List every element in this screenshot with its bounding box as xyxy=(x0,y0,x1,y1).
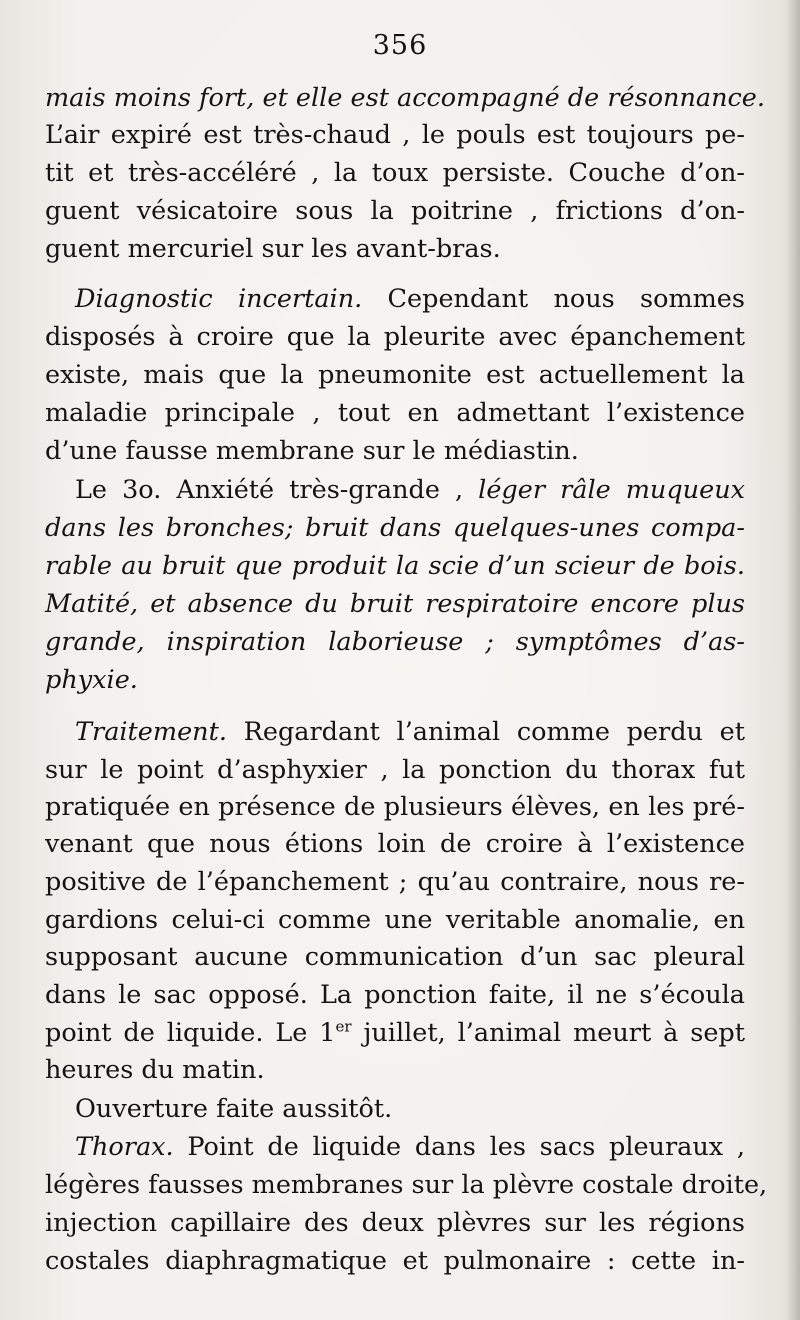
text-line xyxy=(45,80,766,116)
text-segment: guent vésicatoire sous la poitrine , frictions d’on- xyxy=(45,196,745,226)
text-line xyxy=(45,395,745,431)
italic-text: dans les bronches; bruit dans quelques-unes compa- xyxy=(45,513,745,543)
text-line xyxy=(45,902,745,938)
superscript-text: er xyxy=(335,1017,352,1036)
text-line xyxy=(45,1243,745,1279)
text-segment: sur le point d’asphyxier , la ponction du thorax fut xyxy=(45,755,745,785)
text-line xyxy=(45,864,745,900)
text-segment: gardions celui-ci comme une veritable anomalie, en xyxy=(45,905,745,935)
text-segment: supposant aucune communication d’un sac pleural xyxy=(45,942,745,972)
italic-text: phyxie. xyxy=(45,665,138,695)
page-number: 356 xyxy=(372,30,428,61)
text-line xyxy=(75,1129,745,1165)
text-line xyxy=(45,789,745,825)
text-segment: Cependant nous sommes xyxy=(362,284,745,314)
text-segment: Regardant l’animal comme perdu et xyxy=(226,717,745,747)
text-line xyxy=(45,548,745,584)
text-line xyxy=(45,939,745,975)
text-segment: heures du matin. xyxy=(45,1055,265,1085)
text-line xyxy=(45,510,745,546)
text-line xyxy=(75,472,745,508)
text-segment: Le 3o. Anxiété très-grande , xyxy=(75,475,479,505)
text-segment: Point de liquide dans les sacs pleuraux , xyxy=(173,1132,745,1162)
text-line xyxy=(45,1052,745,1088)
text-line xyxy=(75,714,745,750)
italic-text: Diagnostic incertain. xyxy=(75,284,363,314)
italic-text: rable au bruit que produit la scie d’un scieur de bois. xyxy=(45,551,745,581)
italic-text: Traitement. xyxy=(75,717,227,747)
italic-text: grande, inspiration laborieuse ; symptômes d’as- xyxy=(45,627,745,657)
text-line xyxy=(75,281,745,317)
italic-text: Matité, et absence du bruit respiratoire encore plus xyxy=(45,589,745,619)
text-line xyxy=(45,662,745,698)
text-line xyxy=(45,433,745,469)
text-line xyxy=(45,826,745,862)
text-line xyxy=(45,231,745,267)
text-segment: point de liquide. Le 1 xyxy=(45,1018,336,1048)
text-segment: maladie principale , tout en admettant l’existence xyxy=(45,398,745,428)
text-line xyxy=(45,117,745,153)
text-segment: d’une fausse membrane sur le médiastin. xyxy=(45,436,579,466)
text-line xyxy=(45,1167,768,1203)
text-line xyxy=(45,586,745,622)
text-line xyxy=(45,977,745,1013)
text-segment: existe, mais que la pneumonite est actuellement la xyxy=(45,360,745,390)
text-segment: tit et très-accéléré , la toux persiste. Couche d’on- xyxy=(45,158,745,188)
text-line xyxy=(45,155,745,191)
text-line xyxy=(45,1015,745,1051)
text-line xyxy=(45,752,745,788)
text-segment: venant que nous étions loin de croire à l’existence xyxy=(45,829,745,859)
italic-text: Thorax. xyxy=(75,1132,174,1162)
text-segment: injection capillaire des deux plèvres sur les régions xyxy=(45,1208,745,1238)
text-segment: dans le sac opposé. La ponction faite, il ne s’écoula xyxy=(45,980,745,1010)
text-line xyxy=(75,1091,745,1127)
text-line xyxy=(45,624,745,660)
text-segment: L’air expiré est très-chaud , le pouls est toujours pe- xyxy=(45,120,745,150)
italic-text: mais moins fort, et elle est accompagné de résonnance. xyxy=(45,83,766,113)
page-edge-shadow xyxy=(786,0,800,1320)
text-segment: Ouverture faite aussitôt. xyxy=(75,1094,393,1124)
text-segment: juillet, l’animal meurt à sept xyxy=(351,1018,745,1048)
text-segment: positive de l’épanchement ; qu’au contraire, nous re- xyxy=(45,867,745,897)
text-segment: pratiquée en présence de plusieurs élèves, en les pré- xyxy=(45,792,745,822)
text-line xyxy=(45,319,745,355)
text-line xyxy=(45,357,745,393)
italic-text: léger râle muqueux xyxy=(478,475,745,505)
text-segment: costales diaphragmatique et pulmonaire : cette in- xyxy=(45,1246,745,1276)
text-segment: guent mercuriel sur les avant-bras. xyxy=(45,234,501,264)
text-segment: disposés à croire que la pleurite avec épanchement xyxy=(45,322,745,352)
text-segment: légères fausses membranes sur la plèvre costale droite, xyxy=(45,1170,768,1200)
text-line xyxy=(45,1205,745,1241)
text-line xyxy=(45,193,745,229)
